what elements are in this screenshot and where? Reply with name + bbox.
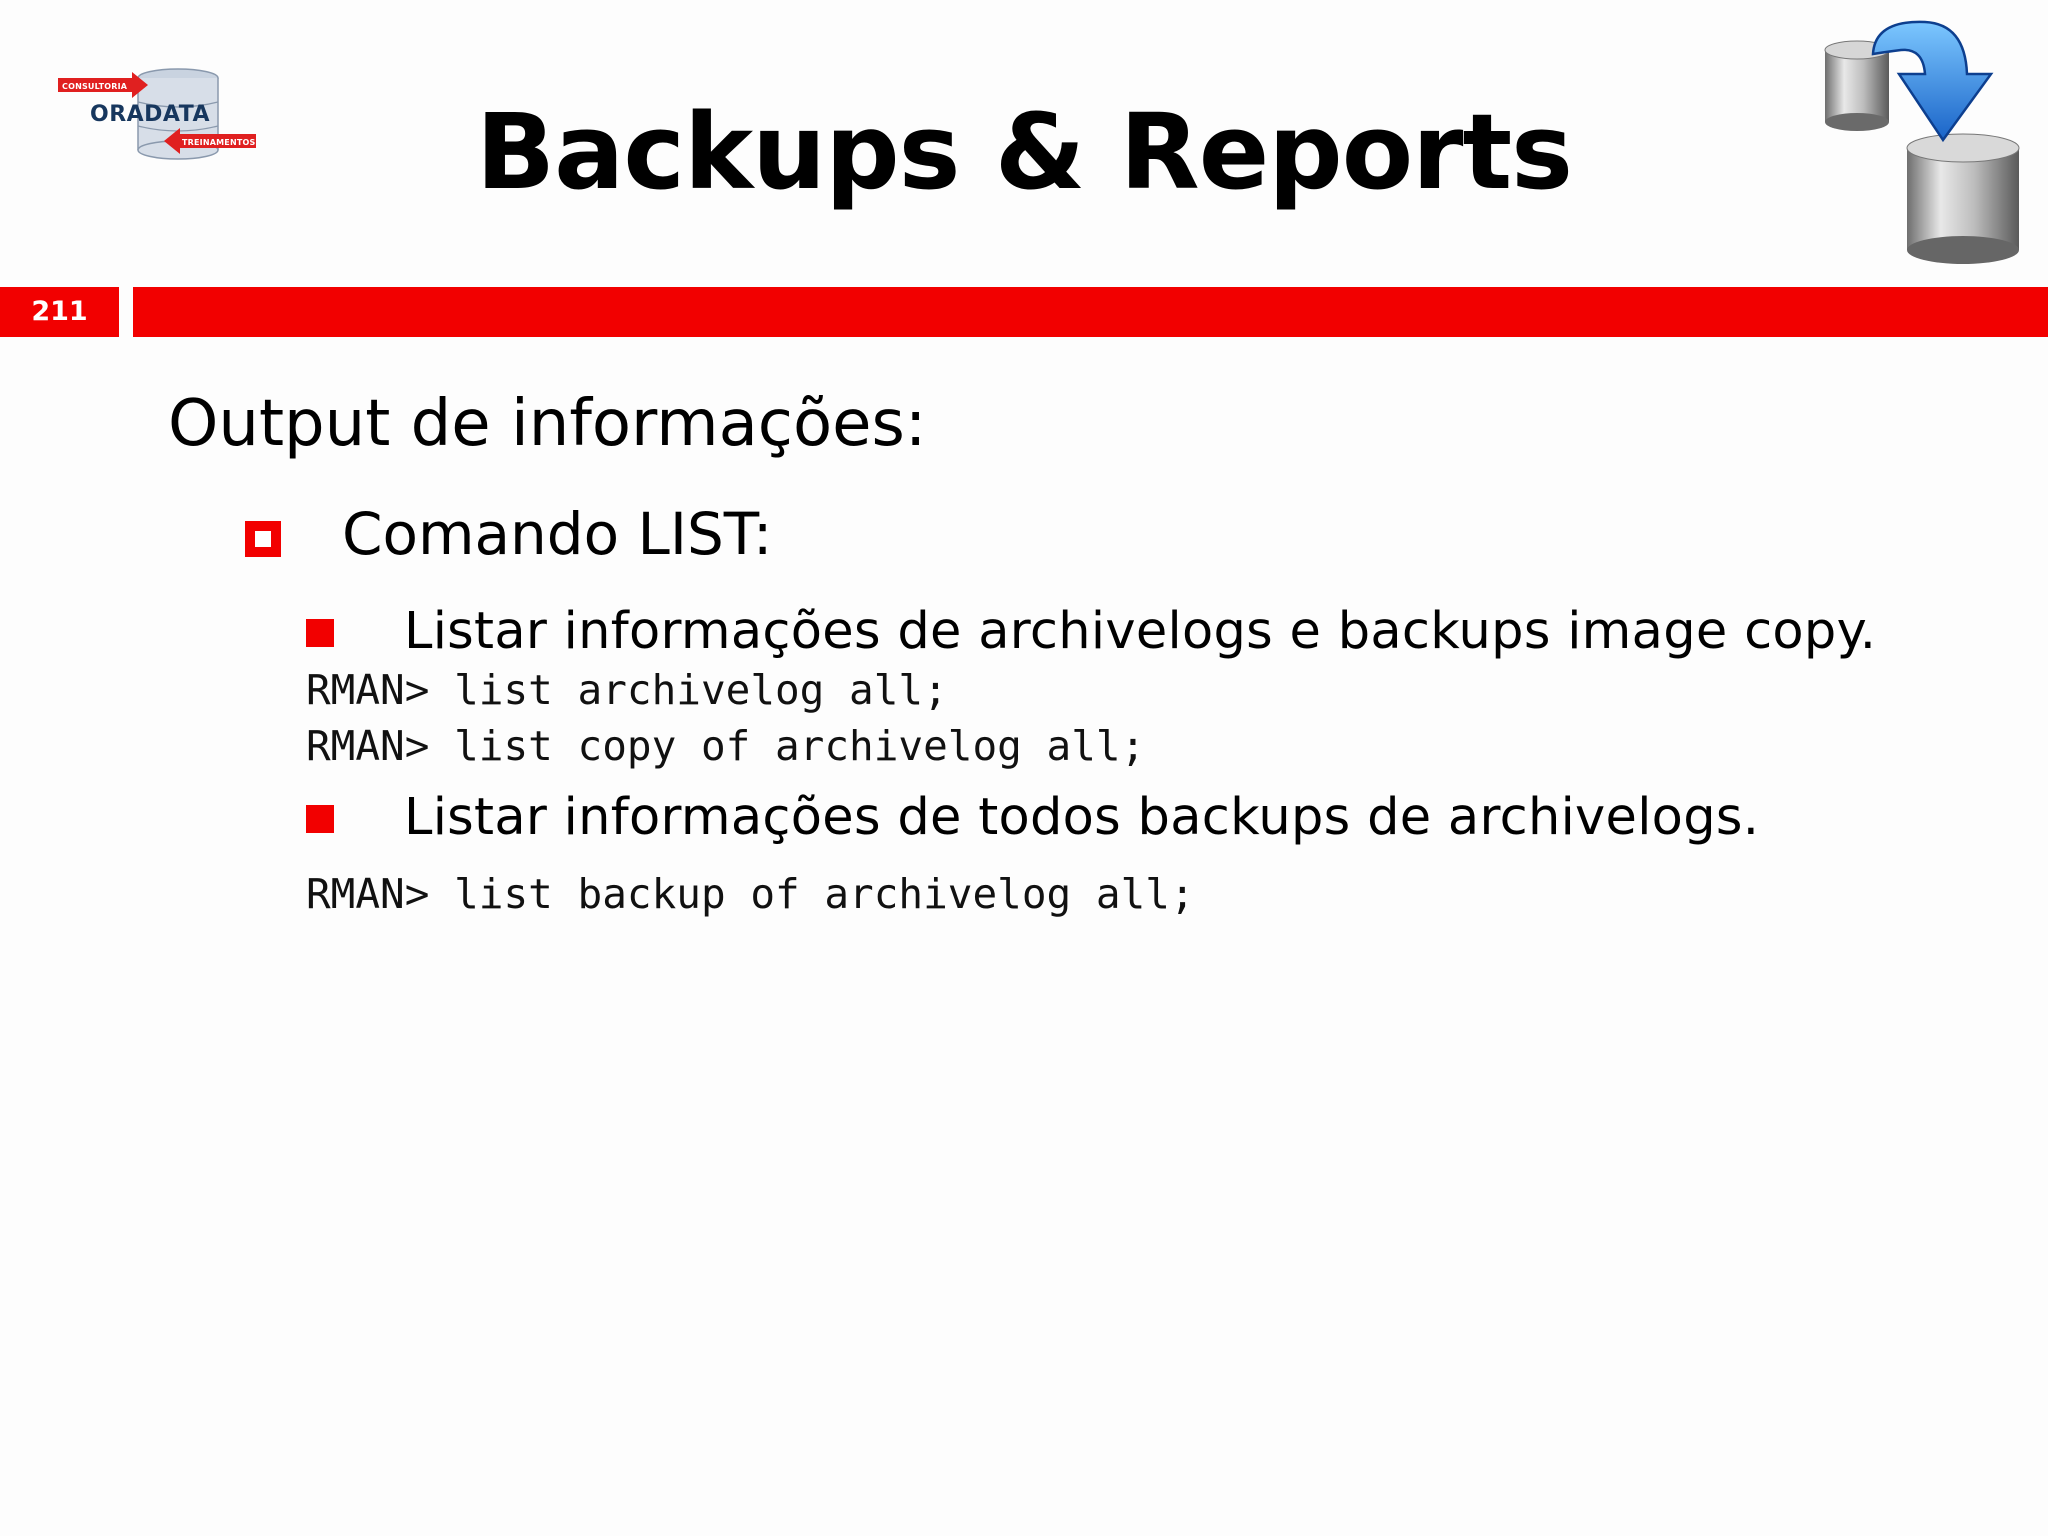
filled-square-bullet-icon xyxy=(306,805,334,833)
code-line: RMAN> list backup of archivelog all; xyxy=(306,870,1195,918)
logo-tag-bottom: TREINAMENTOS xyxy=(182,138,256,147)
list-item-text: Listar informações de todos backups de archivelogs. xyxy=(404,788,1760,847)
title-divider-bar xyxy=(133,287,2048,337)
content-heading: Output de informações: xyxy=(168,387,927,461)
slide-number: 211 xyxy=(31,296,88,327)
content-subheading: Comando LIST: xyxy=(342,500,773,568)
code-line: RMAN> list copy of archivelog all; xyxy=(306,722,1146,770)
slide-title: Backups & Reports xyxy=(475,91,1573,213)
list-item-text: Listar informações de archivelogs e backups image copy. xyxy=(404,602,1877,661)
database-backup-icon xyxy=(1815,14,2025,268)
filled-square-bullet-icon xyxy=(306,619,334,647)
logo-name: ORADATA xyxy=(90,102,211,127)
square-bullet-icon xyxy=(245,521,281,557)
code-line: RMAN> list archivelog all; xyxy=(306,666,948,714)
logo-tag-top: CONSULTORIA xyxy=(62,82,128,91)
